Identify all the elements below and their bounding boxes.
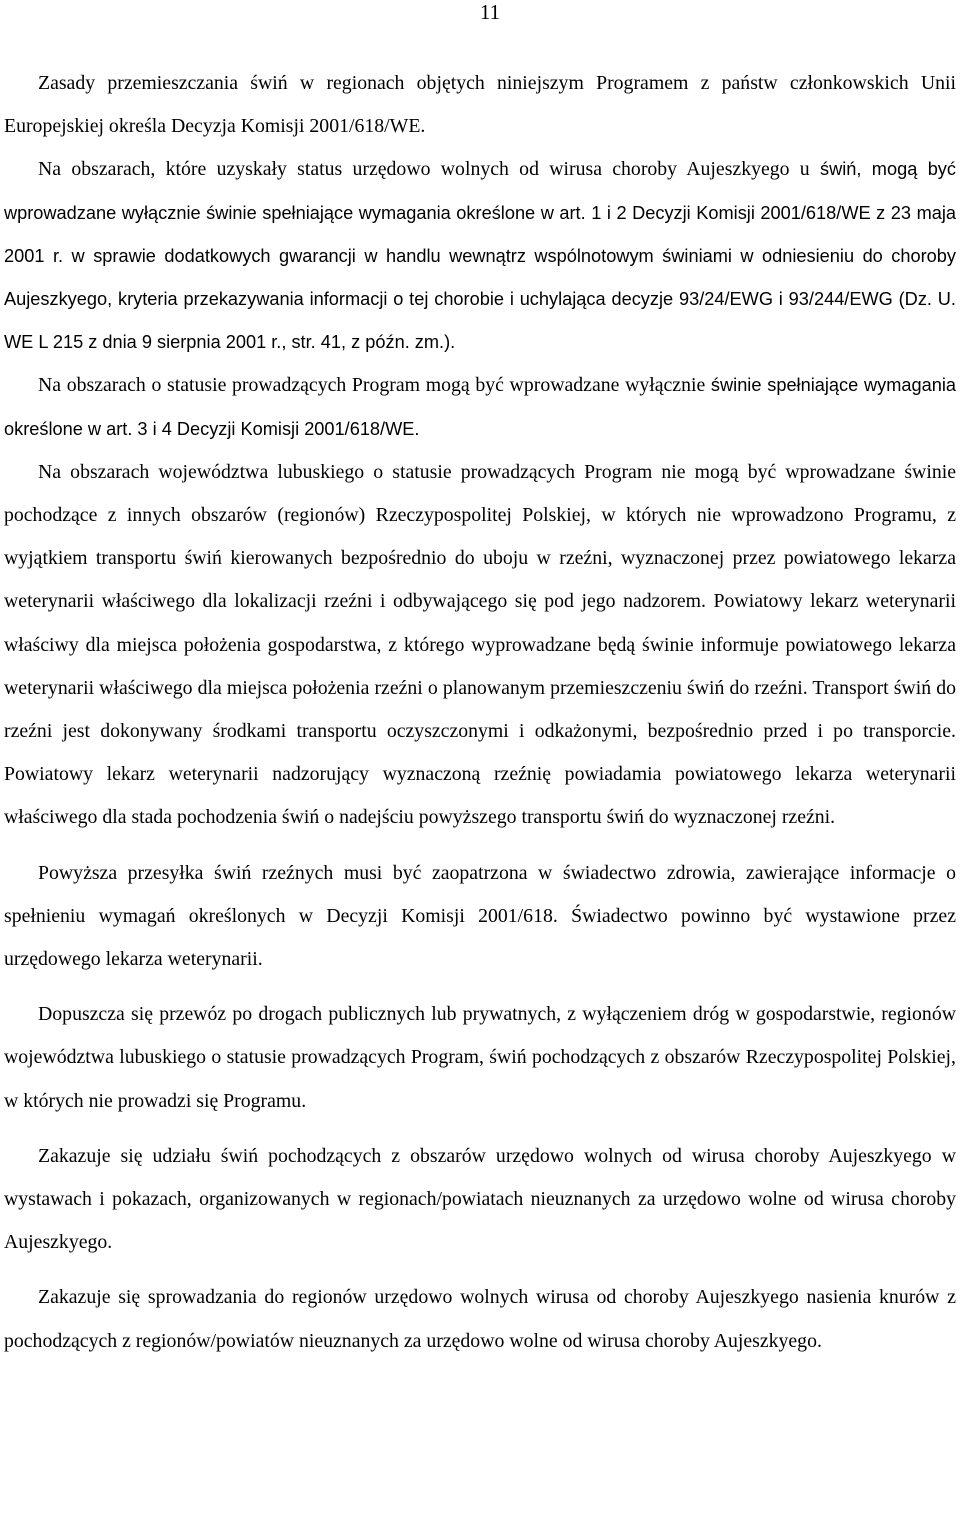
paragraph-text: Powyższa przesyłka świń rzeźnych musi być zaopatrzona w świadectwo zdrowia, zawierające informacje o spełnieniu wymagań określonych w Decyzji Komisji 2001/618. Świadectwo powinno być wystawione przez urzędowego lekarza weterynarii. [4, 861, 956, 971]
paragraph-transport-roads [4, 993, 956, 1123]
paragraph-text: Na obszarach województwa lubuskiego o statusie prowadzących Program nie mogą być wprowadzane świnie pochodzące z innych obszarów (regionów) Rzeczypospolitej Polskiej, w których nie wprowadzono Programu, z wyjątkiem transportu świń kierowanych bezpośrednio do uboju w rzeźni, wyznaczonej przez powiatowego lekarza weterynarii właściwego dla lokalizacji rzeźni i odbywającego się pod jego nadzorem. Powiatowy lekarz weterynarii właściwy dla miejsca położenia gospodarstwa, z którego wyprowadzane będą świnie informuje powiatowego lekarza weterynarii właściwego dla miejsca położenia rzeźni o planowanym przemieszczeniu świń do rzeźni. Transport świń do rzeźni jest dokonywany środkami transportu oczyszczonymi i odkażonymi, bezpośrednio przed i po transporcie. Powiatowy lekarz weterynarii nadzorujący wyznaczoną rzeźnię powiadamia powiatowego lekarza weterynarii właściwego dla stada pochodzenia świń o nadejściu powyższego transportu świń do wyznaczonej rzeźni. [4, 460, 956, 829]
paragraph-exhibitions-ban [4, 1135, 956, 1265]
paragraph-movement-rules [4, 62, 956, 148]
paragraph-text-sans: świnie spełniające wymagania określone w art. 3 i 4 Decyzji Komisji 2001/618/WE. [4, 375, 957, 439]
paragraph-semen-ban [4, 1276, 956, 1362]
paragraph-health-certificate [4, 852, 956, 982]
paragraph-text: Na obszarach o statusie prowadzących Program mogą być wprowadzane wyłącznie [38, 374, 711, 397]
paragraph-text: Na obszarach, które uzyskały status urzędowo wolnych od wirusa choroby Aujeszkyego u [38, 158, 820, 181]
page-number: 11 [479, 0, 501, 24]
paragraph-text: Dopuszcza się przewóz po drogach publicznych lub prywatnych, z wyłączeniem dróg w gospodarstwie, regionów województwa lubuskiego o statusie prowadzących Program, świń pochodzących z obszarów Rzeczypospolitej Polskiej, w których nie prowadzi się Programu. [4, 1003, 956, 1112]
paragraph-program-areas [4, 364, 956, 450]
paragraph-text: Zakazuje się sprowadzania do regionów urzędowo wolnych wirusa od choroby Aujeszkyego nasienia knurów z pochodzących z regionów/powiatów nieuznanych za urzędowo wolne od wirusa choroby Aujeszkyego. [4, 1286, 956, 1352]
paragraph-lubuskie [4, 451, 956, 840]
paragraph-text: Zasady przemieszczania świń w regionach objętych niniejszym Programem z państw członkowskich Unii Europejskiej określa Decyzja Komisji 2001/618/WE. [4, 72, 956, 138]
paragraph-text: Zakazuje się udziału świń pochodzących z obszarów urzędowo wolnych od wirusa choroby Aujeszkyego w wystawach i pokazach, organizowanych w regionach/powiatach nieuznanych za urzędowo wolne od wirusa choroby Aujeszkyego. [4, 1144, 956, 1254]
document-body [4, 62, 956, 1363]
paragraph-text-sans: świń, mogą być wprowadzane wyłącznie świnie spełniające wymagania określone w art. 1 i 2 Decyzji Komisji 2001/618/WE z 23 maja 2001 r. w sprawie dodatkowych gwarancji w handlu wewnątrz wspólnotowym świniami w odniesieniu do choroby Aujeszkyego, kryteria przekazywania informacji o tej chorobie i uchylająca decyzje 93/24/EWG i 93/244/EWG (Dz. U. WE L 215 z dnia 9 sierpnia 2001 r., str. 41, z późn. zm.). [4, 159, 956, 353]
paragraph-free-areas [4, 148, 956, 364]
